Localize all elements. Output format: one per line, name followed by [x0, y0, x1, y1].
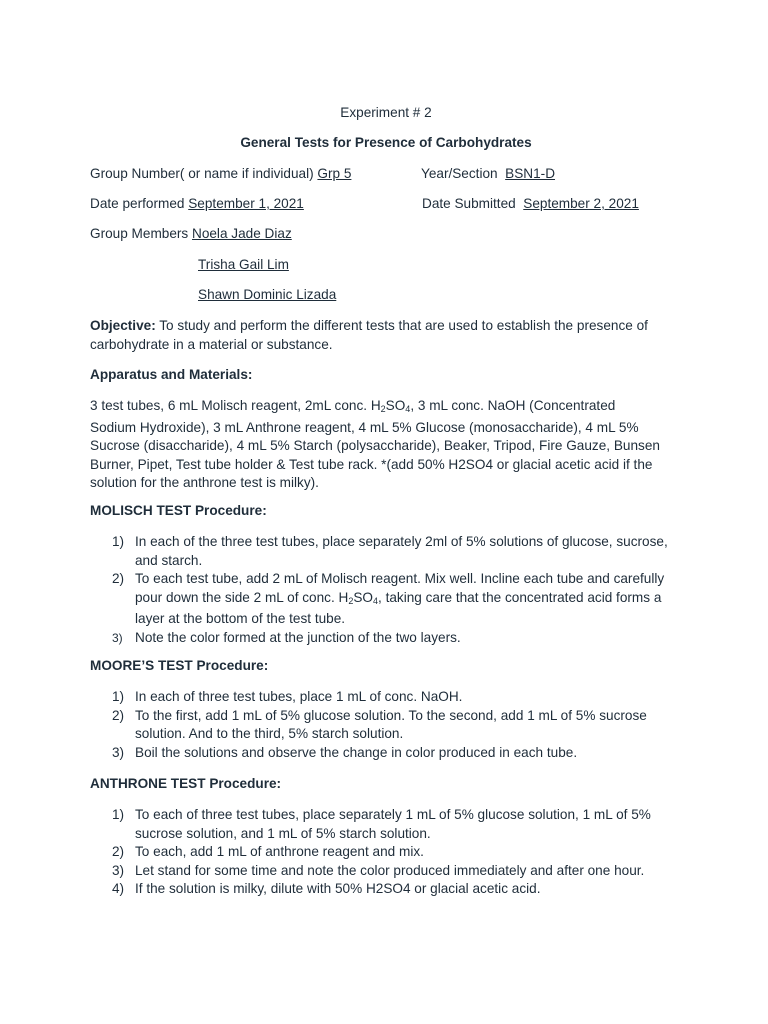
step-number: 1) — [112, 534, 125, 549]
list-item — [90, 533, 680, 570]
date-submitted-value: September 2, 2021 — [523, 196, 639, 211]
group-number-label: Group Number( or name if individual) — [90, 166, 314, 181]
subscript: 2 — [380, 404, 386, 414]
step-text: To each test tube, add 2 mL of Molisch reagent. Mix well. Incline each tube and carefully pour down the side 2 mL of conc. H — [135, 571, 665, 605]
moore-heading: MOORE’S TEST Procedure: — [90, 658, 269, 673]
list-item — [90, 843, 680, 862]
list-item — [90, 629, 680, 648]
objective-paragraph — [90, 317, 680, 354]
list-item — [90, 862, 680, 881]
step-number: 3) — [112, 862, 125, 878]
step-text: Boil the solutions and observe the change in color produced in each tube. — [135, 744, 578, 760]
page-title: General Tests for Presence of Carbohydrates — [240, 135, 532, 150]
group-member: Trisha Gail Lim — [198, 257, 289, 272]
apparatus-text: , 3 mL conc. NaOH (Concentrated Sodium Hydroxide), 3 mL Anthrone reagent, 4 mL 5% Glucose (monosaccharide), 4 mL 5% Sucrose (disaccharide), 4 mL 5% Starch (polysaccharide), Beaker, Tripod, Fire Gauze, Bunsen Burner, Pipet, Test tube holder & Test tube rack. *(add 50% H2SO4 or glacial acetic acid if the solution for the anthrone test is milky). — [90, 398, 660, 491]
list-item — [90, 880, 680, 899]
step-number: 2) — [112, 707, 125, 723]
list-item — [90, 688, 680, 707]
step-number: 2) — [112, 571, 125, 587]
molisch-steps — [90, 533, 680, 648]
step-number: 3) — [112, 744, 125, 760]
anthrone-heading: ANTHRONE TEST Procedure: — [90, 776, 282, 791]
group-number-value: Grp 5 — [317, 166, 352, 181]
date-performed-row — [90, 195, 304, 213]
list-item — [90, 744, 680, 763]
date-performed-label: Date performed — [90, 196, 185, 211]
group-member: Noela Jade Diaz — [192, 226, 292, 241]
list-item — [90, 806, 680, 843]
step-number: 4) — [112, 881, 125, 897]
subscript: 4 — [373, 595, 379, 606]
apparatus-text: 3 test tubes, 6 mL Molisch reagent, 2mL conc. H — [90, 398, 381, 413]
year-section-label: Year/Section — [421, 166, 498, 181]
step-text: To each of three test tubes, place separately 1 mL of 5% glucose solution, 1 mL of 5% sucrose solution, and 1 mL of 5% starch solution. — [135, 807, 651, 841]
year-section-row — [421, 165, 555, 183]
group-members-row — [90, 225, 292, 243]
list-item — [90, 570, 680, 629]
step-text: , taking care that the concentrated acid forms a layer at the bottom of the test tube. — [135, 589, 662, 627]
step-number: 1) — [112, 689, 125, 704]
group-number-row — [90, 165, 351, 183]
moore-steps — [90, 688, 680, 762]
date-performed-value: September 1, 2021 — [188, 196, 304, 211]
step-text: Note the color formed at the junction of the two layers. — [135, 629, 461, 645]
date-submitted-label: Date Submitted — [422, 196, 516, 211]
step-text: In each of three test tubes, place 1 mL of conc. NaOH. — [135, 689, 463, 704]
step-text: If the solution is milky, dilute with 50% H2SO4 or glacial acetic acid. — [135, 881, 541, 897]
subscript: 2 — [348, 595, 354, 606]
apparatus-heading: Apparatus and Materials: — [90, 367, 253, 382]
date-submitted-row — [422, 195, 639, 213]
step-number: 3) — [112, 630, 123, 645]
objective-label: Objective: — [90, 318, 156, 333]
step-number: 1) — [112, 807, 125, 822]
year-section-value: BSN1-D — [505, 166, 556, 181]
subscript: 4 — [405, 404, 411, 414]
step-text: To each, add 1 mL of anthrone reagent and mix. — [135, 844, 424, 860]
step-text: Let stand for some time and note the color produced immediately and after one hour. — [135, 862, 645, 878]
step-text: To the first, add 1 mL of 5% glucose solution. To the second, add 1 mL of 5% sucrose solution. And to the third, 5% starch solution. — [135, 707, 647, 742]
objective-text: To study and perform the different tests that are used to establish the presence of carbohydrate in a material or substance. — [90, 318, 648, 352]
molisch-heading: MOLISCH TEST Procedure: — [90, 503, 267, 518]
apparatus-paragraph — [90, 397, 665, 493]
step-text: SO — [353, 589, 373, 605]
step-text: In each of the three test tubes, place separately 2ml of 5% solutions of glucose, sucrose, and starch. — [135, 534, 668, 568]
group-members-label: Group Members — [90, 226, 189, 241]
apparatus-text: SO — [385, 398, 406, 413]
list-item — [90, 707, 680, 744]
anthrone-steps — [90, 806, 680, 899]
experiment-number: Experiment # 2 — [340, 105, 432, 120]
step-number: 2) — [112, 844, 125, 860]
group-member: Shawn Dominic Lizada — [198, 287, 337, 302]
